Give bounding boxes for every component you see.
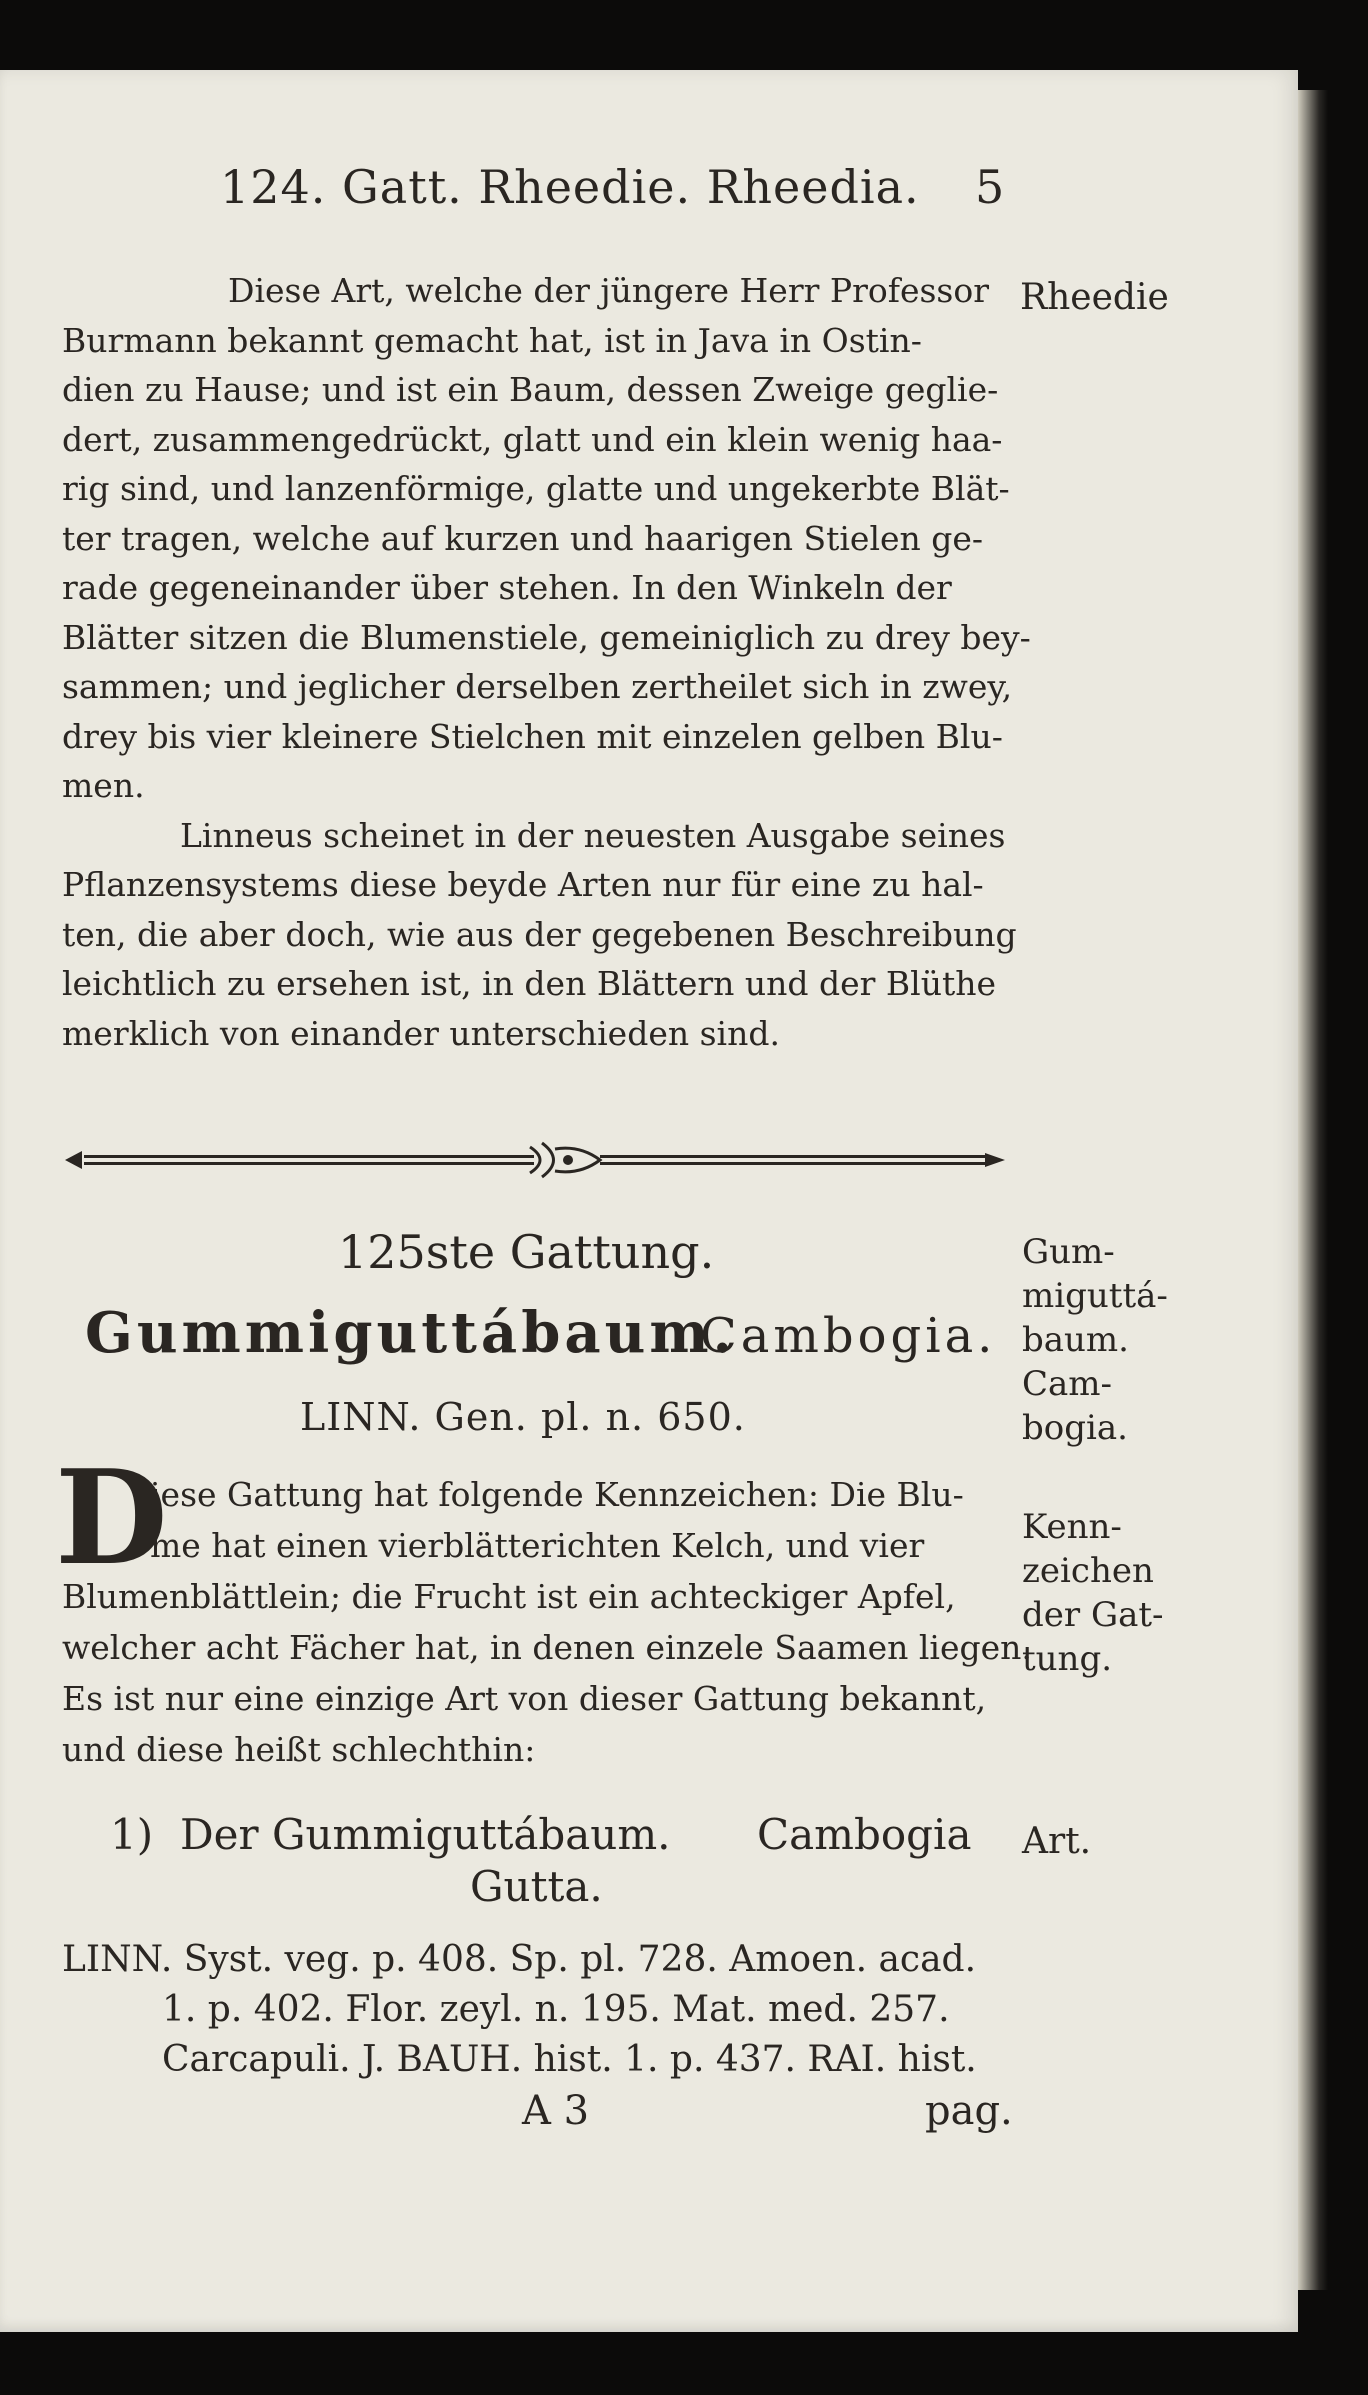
- text-line: Es ist nur eine einzige Art von dieser Gattung bekannt,: [62, 1679, 987, 1718]
- text-line: ten, die aber doch, wie aus der gegebenen Beschreibung: [62, 915, 1017, 954]
- section-heading: 125ste Gattung.: [338, 1225, 715, 1279]
- text-line: Blätter sitzen die Blumenstiele, gemeiniglich zu drey bey-: [62, 618, 1031, 657]
- species-name-latin: Cambogia: [757, 1810, 972, 1859]
- margin-line: der Gat-: [1022, 1595, 1164, 1635]
- margin-line: baum.: [1022, 1320, 1129, 1360]
- margin-line: bogia.: [1022, 1408, 1128, 1448]
- margin-line: miguttá-: [1022, 1276, 1168, 1316]
- running-head: 124. Gatt. Rheedie. Rheedia.: [220, 160, 920, 214]
- signature: A 3: [522, 2088, 590, 2134]
- text-line: Linneus scheinet in der neuesten Ausgabe seines: [180, 816, 1006, 855]
- margin-line: Gum-: [1022, 1232, 1115, 1272]
- text-line: rade gegeneinander über stehen. In den Winkeln der: [62, 568, 952, 607]
- linnaeus-reference: LINN. Gen. pl. n. 650.: [300, 1395, 746, 1439]
- margin-line: tung.: [1022, 1639, 1113, 1679]
- text-line: sammen; und jeglicher derselben zertheilet sich in zwey,: [62, 667, 1013, 706]
- catchword: pag.: [925, 2088, 1013, 2134]
- reference-line: LINN. Syst. veg. p. 408. Sp. pl. 728. Amoen. acad.: [62, 1939, 977, 1980]
- genus-title-latin: Cambogia.: [700, 1308, 997, 1364]
- margin-note-kennzeichen: [1022, 1505, 1164, 1681]
- genus-title-german: Gummiguttábaum.: [85, 1300, 737, 1366]
- text-line: dien zu Hause; und ist ein Baum, dessen Zweige geglie-: [62, 370, 999, 409]
- text-line: und diese heißt schlechthin:: [62, 1730, 536, 1769]
- signature-mark: 5: [975, 160, 1005, 214]
- text-line: leichtlich zu ersehen ist, in den Blättern und der Blüthe: [62, 964, 997, 1003]
- text-line: me hat einen vierblätterichten Kelch, und vier: [150, 1526, 925, 1565]
- text-line: ter tragen, welche auf kurzen und haarigen Stielen ge-: [62, 519, 984, 558]
- margin-note-rheedie: Rheedie: [1020, 277, 1169, 318]
- drop-cap: D: [55, 1441, 168, 1594]
- reference-line: Carcapuli. J. BAUH. hist. 1. p. 437. RAI. hist.: [162, 2039, 977, 2080]
- margin-note-art: Art.: [1022, 1821, 1092, 1862]
- text-line: iese Gattung hat folgende Kennzeichen: Die Blu-: [150, 1475, 964, 1514]
- margin-line: zeichen: [1022, 1551, 1154, 1591]
- text-line: welcher acht Fächer hat, in denen einzele Saamen liegen.: [62, 1628, 1032, 1667]
- margin-line: Cam-: [1022, 1364, 1113, 1404]
- text-line: Blumenblättlein; die Frucht ist ein achteckiger Apfel,: [62, 1577, 956, 1616]
- species-name-latin-cont: Gutta.: [470, 1862, 603, 1911]
- margin-note-gummi: [1022, 1230, 1168, 1450]
- margin-line: Kenn-: [1022, 1507, 1122, 1547]
- text-line: merklich von einander unterschieden sind.: [62, 1014, 780, 1053]
- species-number: 1): [110, 1810, 154, 1859]
- text-line: drey bis vier kleinere Stielchen mit einzelen gelben Blu-: [62, 717, 1003, 756]
- species-name-german: Der Gummiguttábaum.: [180, 1810, 671, 1859]
- text-line: dert, zusammengedrückt, glatt und ein klein wenig haa-: [62, 420, 1003, 459]
- text-line: men.: [62, 766, 145, 805]
- page-edge: [1298, 90, 1328, 2290]
- reference-line: 1. p. 402. Flor. zeyl. n. 195. Mat. med. 257.: [162, 1989, 950, 2030]
- text-line: Burmann bekannt gemacht hat, ist in Java in Ostin-: [62, 321, 922, 360]
- ornament-rule: [60, 1125, 1010, 1195]
- text-line: Diese Art, welche der jüngere Herr Professor: [228, 271, 989, 310]
- text-line: rig sind, und lanzenförmige, glatte und ungekerbte Blät-: [62, 469, 1010, 508]
- text-line: Pflanzensystems diese beyde Arten nur für eine zu hal-: [62, 865, 984, 904]
